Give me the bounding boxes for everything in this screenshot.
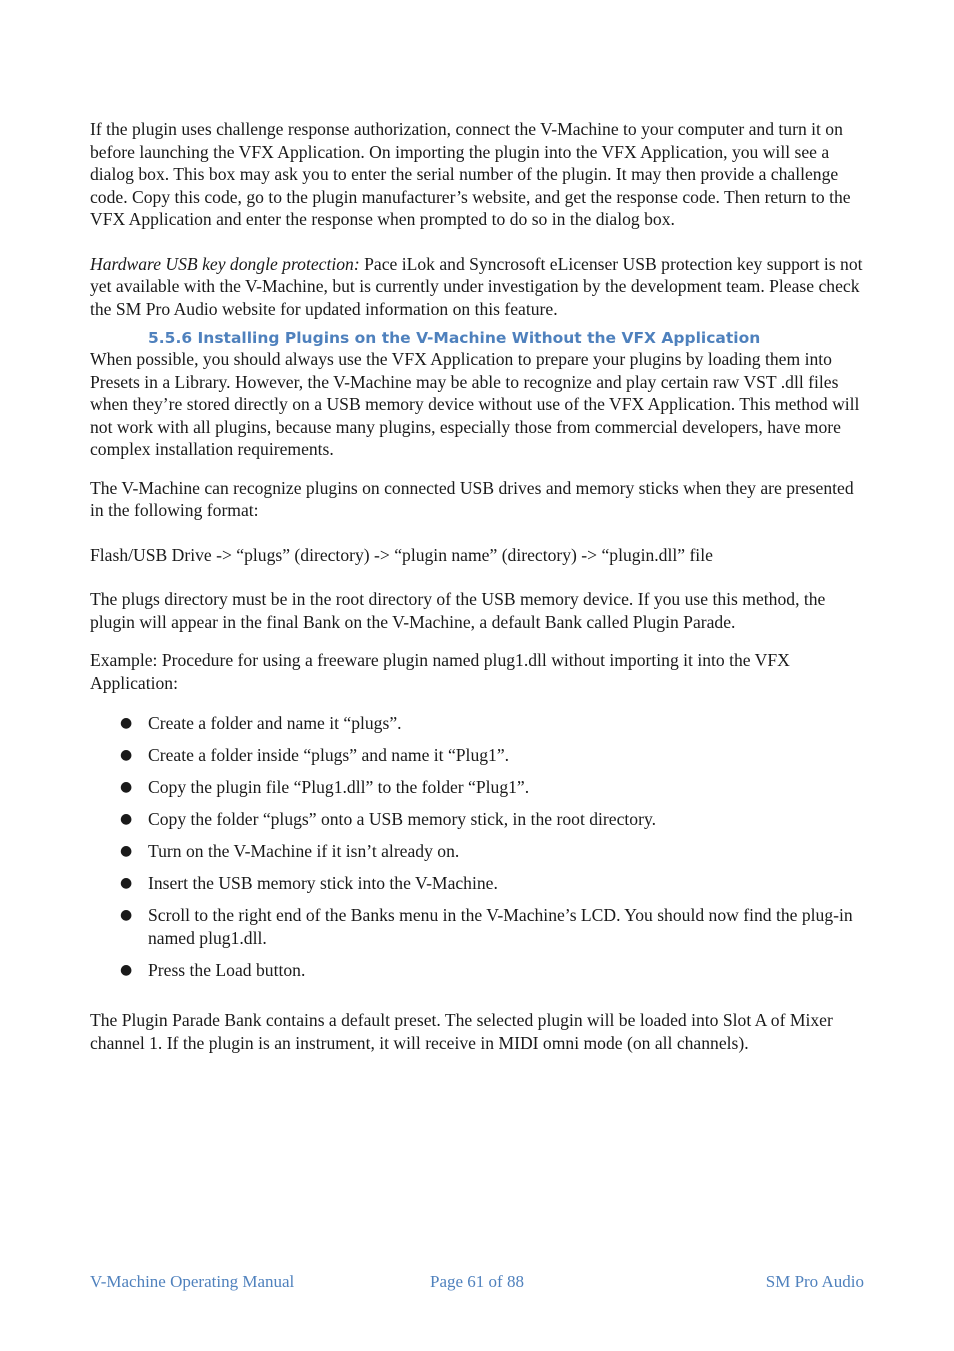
list-item-text: Scroll to the right end of the Banks menu in the V-Machine’s LCD. You should now find the plug-in named plug1.dll. — [148, 905, 853, 948]
bullet-icon: ● — [120, 843, 133, 859]
list-item — [90, 840, 870, 863]
bullet-icon: ● — [120, 715, 133, 731]
list-item-text: Copy the plugin file “Plug1.dll” to the folder “Plug1”. — [148, 777, 530, 797]
list-item — [90, 959, 870, 982]
list-item-text: Insert the USB memory stick into the V-Machine. — [148, 873, 498, 893]
section-heading: 5.5.6 Installing Plugins on the V-Machine Without the VFX Application — [148, 329, 761, 347]
footer-page-number: Page 61 of 88 — [430, 1272, 524, 1291]
footer-manual-title: V-Machine Operating Manual — [90, 1272, 295, 1291]
list-item-text: Press the Load button. — [148, 959, 306, 980]
list-item — [90, 808, 870, 831]
bullet-icon: ● — [120, 779, 133, 795]
bullet-icon: ● — [120, 811, 133, 827]
paragraph-plugin-parade: The Plugin Parade Bank contains a default preset. The selected plugin will be loaded into Slot A of Mixer channel 1. If the plugin is an instrument, it will receive in MIDI omni mode (on all channels). — [90, 1010, 833, 1053]
paragraph-when-possible: When possible, you should always use the VFX Application to prepare your plugins by loading them into Presets in a Library. However, the V-Machine may be able to recognize and play certain raw VST .dll files when they’re stored directly on a USB memory device without use of the VFX Application. This method will not work with all plugins, because many plugins, especially those from commercial developers, have more complex installation requirements. — [90, 349, 860, 459]
paragraph-recognize-format: The V-Machine can recognize plugins on connected USB drives and memory sticks when they are presented in the following format: — [90, 477, 854, 520]
format-path: Flash/USB Drive -> “plugs” (directory) -> “plugin name” (directory) -> “plugin.dll” file — [90, 544, 713, 565]
bullet-icon: ● — [120, 747, 133, 763]
list-item — [90, 744, 870, 767]
page-body — [90, 118, 870, 1054]
paragraph-plugs-directory: The plugs directory must be in the root directory of the USB memory device. If you use this method, the plugin will appear in the final Bank on the V-Machine, a default Bank called Plugin Parade. — [90, 589, 826, 632]
paragraph-example: Example: Procedure for using a freeware plugin named plug1.dll without importing it into the VFX Application: — [90, 650, 790, 693]
page-footer — [90, 1272, 864, 1294]
dongle-protection-label: Hardware USB key dongle protection: — [90, 253, 360, 274]
list-item — [90, 904, 870, 949]
bullet-icon: ● — [120, 875, 133, 891]
list-item-text: Create a folder and name it “plugs”. — [148, 713, 402, 733]
paragraph-dongle-protection — [90, 253, 870, 321]
list-item-text: Turn on the V-Machine if it isn’t already on. — [148, 841, 460, 861]
list-item — [90, 776, 870, 799]
list-item — [90, 712, 870, 735]
procedure-list — [90, 712, 870, 981]
dongle-protection-text: Pace iLok and Syncrosoft eLicenser USB protection key support is not yet available with the V-Machine, but is currently under investigation by the development team. Please check the SM Pro Audio website for updated information on this feature. — [90, 253, 863, 319]
list-item-text: Copy the folder “plugs” onto a USB memory stick, in the root directory. — [148, 809, 657, 829]
footer-company: SM Pro Audio — [765, 1272, 864, 1291]
bullet-icon: ● — [120, 907, 133, 923]
paragraph-challenge-response: If the plugin uses challenge response authorization, connect the V-Machine to your computer and turn it on before launching the VFX Application. On importing the plugin into the VFX Application, you will see a dialog box. This box may ask you to enter the serial number of the plugin. It may then provide a challenge code. Copy this code, go to the plugin manufacturer’s website, and get the response code. Then return to the VFX Application and enter the response when prompted to do so in the dialog box. — [90, 119, 851, 229]
list-item — [90, 872, 870, 895]
bullet-icon: ● — [120, 961, 133, 978]
list-item-text: Create a folder inside “plugs” and name it “Plug1”. — [148, 745, 510, 765]
